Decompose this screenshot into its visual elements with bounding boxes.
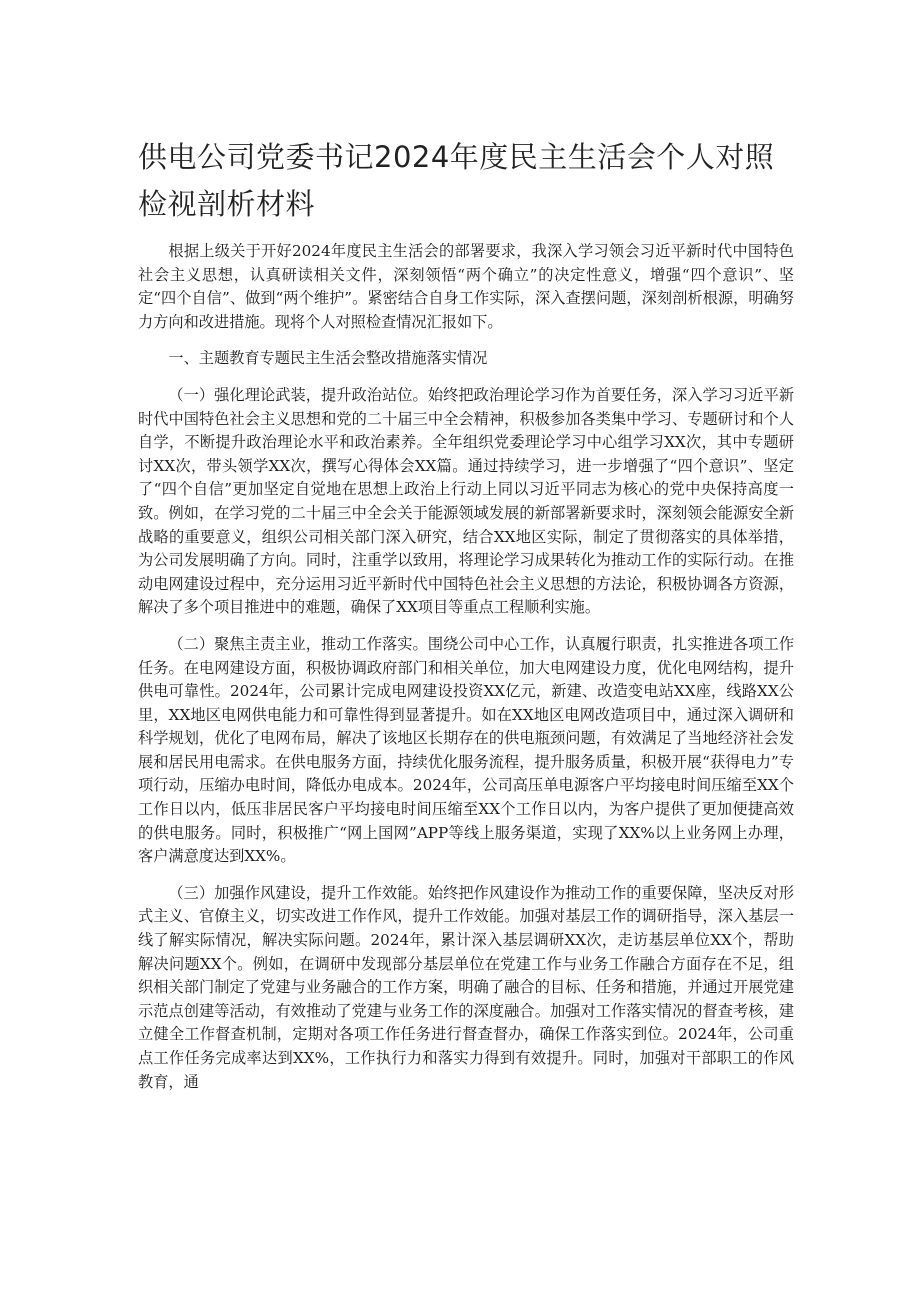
document-title: 供电公司党委书记2024年度民主生活会个人对照检视剖析材料 xyxy=(138,140,775,221)
paragraph-theory: （一）强化理论武装，提升政治站位。始终把政治理论学习作为首要任务，深入学习习近平新时代中国特色社会主义思想和党的二十届三中全会精神，积极参加各类集中学习、专题研讨和个人自学，不断提升政治理论水平和政治素养。全年组织党委理论学习中心组学习XX次，其中专题研讨XX次，带头领学XX次，撰写心得体会XX篇。通过持续学习，进一步增强了“四个意识”、坚定了“四个自信”更加坚定自觉地在思想上政治上行动上同以习近平同志为核心的党中央保持高度一致。例如，在学习党的二十届三中全会关于能源领域发展的新部署新要求时，深刻领会能源安全新战略的重要意义，组织公司相关部门深入研究，结合XX地区实际，制定了贯彻落实的具体举措，为公司发展明确了方向。同时，注重学以致用，将理论学习成果转化为推动工作的实际行动。在推动电网建设过程中，充分运用习近平新时代中国特色社会主义思想的方法论，积极协调各方资源，解决了多个项目推进中的难题，确保了XX项目等重点工程顺利实施。 xyxy=(138,385,794,617)
intro-paragraph: 根据上级关于开好2024年度民主生活会的部署要求，我深入学习领会习近平新时代中国特色社会主义思想，认真研读相关文件，深刻领悟“两个确立”的决定性意义，增强“四个意识”、坚定“四个自信”、做到“两个维护”。紧密结合自身工作实际，深入查摆问题，深刻剖析根源，明确努力方向和改进措施。现将个人对照检查情况汇报如下。 xyxy=(138,242,794,331)
paragraph-work-style: （三）加强作风建设，提升工作效能。始终把作风建设作为推动工作的重要保障，坚决反对形式主义、官僚主义，切实改进工作作风，提升工作效能。加强对基层工作的调研指导，深入基层一线了解实际情况，解决实际问题。2024年，累计深入基层调研XX次，走访基层单位XX个，帮助解决问题XX个。例如，在调研中发现部分基层单位在党建工作与业务工作融合方面存在不足，组织相关部门制定了党建与业务融合的工作方案，明确了融合的目标、任务和措施，并通过开展党建示范点创建等活动，有效推动了党建与业务工作的深度融合。加强对工作落实情况的督查考核，建立健全工作督查机制，定期对各项工作任务进行督查督办，确保工作落实到位。2024年，公司重点工作任务完成率达到XX%，工作执行力和落实力得到有效提升。同时，加强对干部职工的作风教育，通 xyxy=(138,883,794,1091)
paragraph-main-business: （二）聚焦主责主业，推动工作落实。围绕公司中心工作，认真履行职责，扎实推进各项工作任务。在电网建设方面，积极协调政府部门和相关单位，加大电网建设力度，优化电网结构，提升供电可靠性。2024年，公司累计完成电网建设投资XX亿元，新建、改造变电站XX座，线路XX公里，XX地区电网供电能力和可靠性得到显著提升。如在XX地区电网改造项目中，通过深入调研和科学规划，优化了电网布局，解决了该地区长期存在的供电瓶颈问题，有效满足了当地经济社会发展和居民用电需求。在供电服务方面，持续优化服务流程，提升服务质量，积极开展“获得电力”专项行动，压缩办电时间，降低办电成本。2024年，公司高压单电源客户平均接电时间压缩至XX个工作日以内，低压非居民客户平均接电时间压缩至XX个工作日以内，为客户提供了更加便捷高效的供电服务。同时，积极推广“网上国网”APP等线上服务渠道，实现了XX%以上业务网上办理，客户满意度达到XX%。 xyxy=(138,634,794,866)
section-heading: 一、主题教育专题民主生活会整改措施落实情况 xyxy=(168,349,488,368)
document-body xyxy=(138,240,794,1107)
